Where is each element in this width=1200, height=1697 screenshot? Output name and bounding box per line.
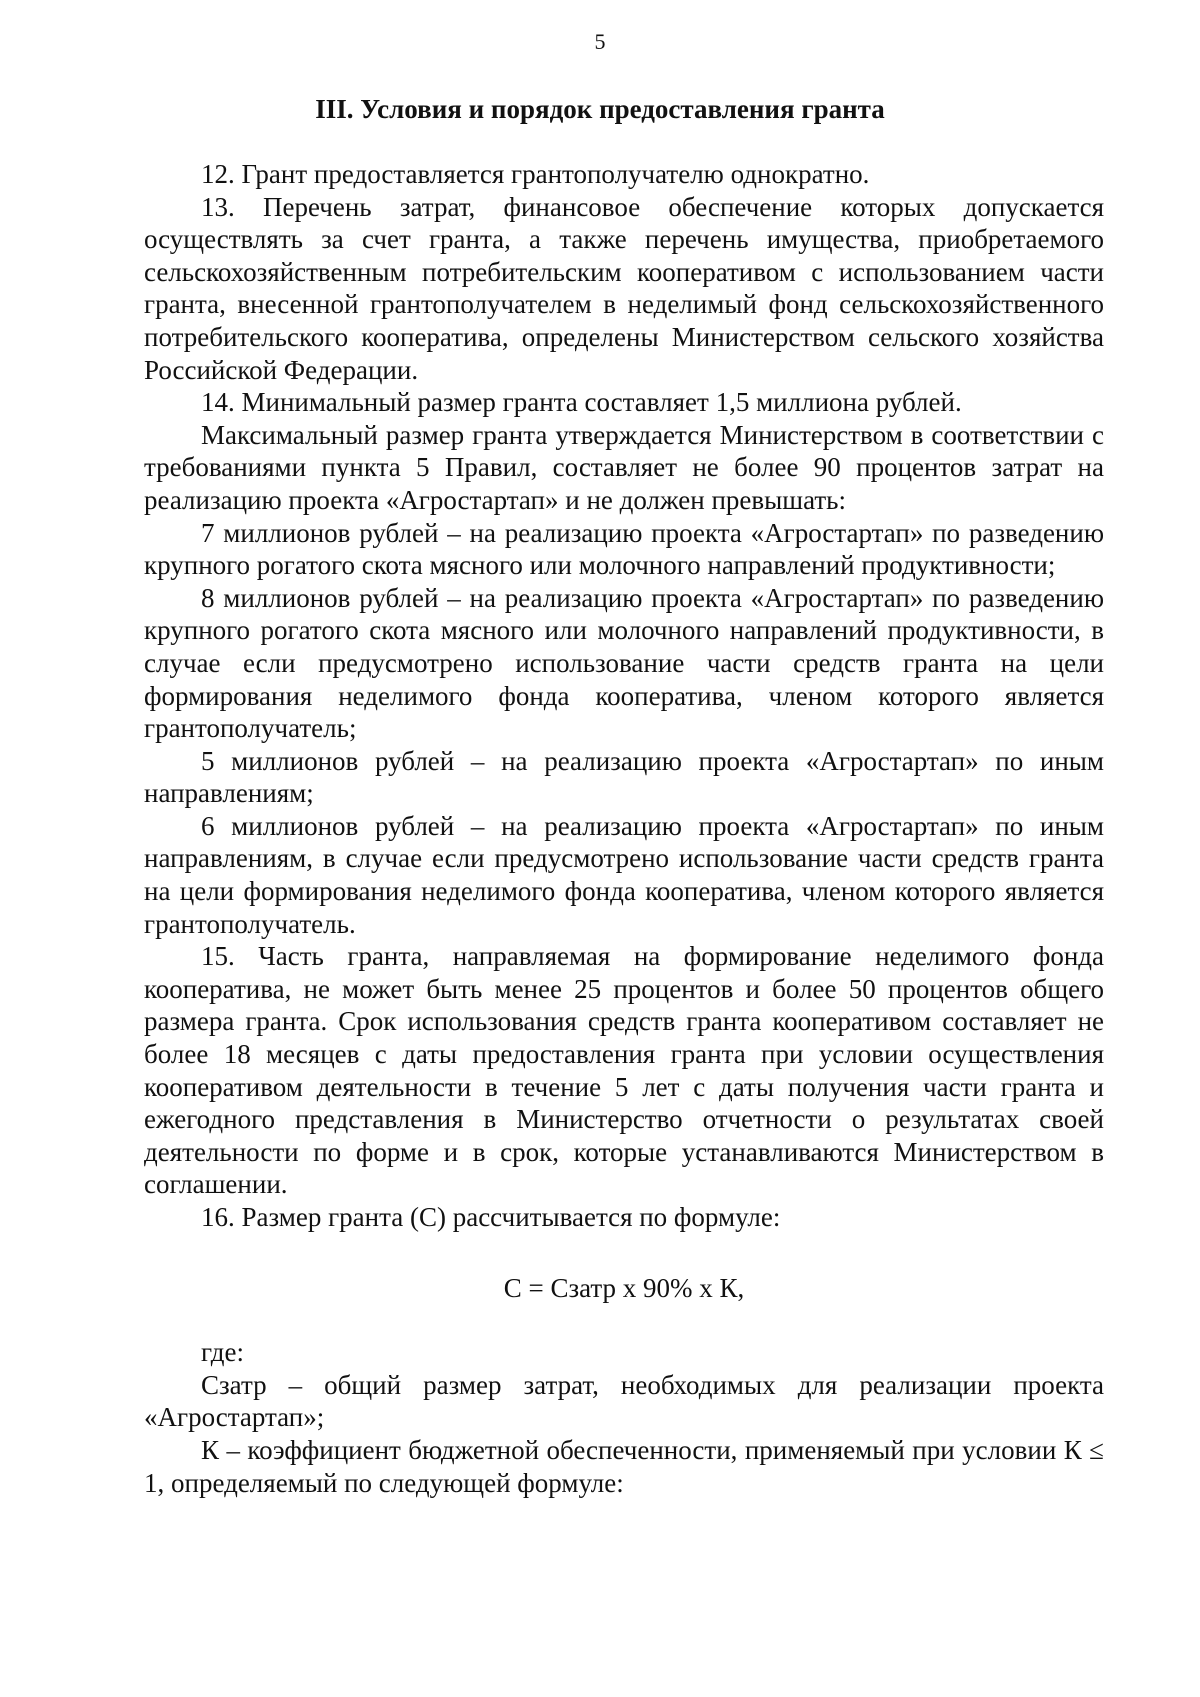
paragraph-12: 12. Грант предоставляется грантополучателю однократно. [201,159,870,189]
paragraph-13: 13. Перечень затрат, финансовое обеспечение которых допускается осуществлять за счет гранта, а также перечень имущества, приобретаемого сельскохозяйственным потребительским кооперативом с использованием части гранта, внесенной грантополучателем в неделимый фонд сельскохозяйственного потребительского кооператива, определены Министерством сельского хозяйства Российской Федерации. [144,191,1104,385]
paragraph-14-maximum: Максимальный размер гранта утверждается Министерством в соответствии с требованиями пункта 5 Правил, составляет не более 90 процентов затрат на реализацию проекта «Агростартап» и не должен превышать: [144,419,1104,515]
definition-k: К – коэффициент бюджетной обеспеченности, применяемый при условии К ≤ 1, определяемый по следующей формуле: [144,1434,1104,1498]
paragraph-15: 15. Часть гранта, направляемая на формирование неделимого фонда кооператива, не может быть менее 25 процентов и более 50 процентов общего размера гранта. Срок использования средств гранта кооперативом составляет не более 18 месяцев с даты предоставления гранта при условии осуществления кооперативом деятельности в течение 5 лет с даты получения части гранта и ежегодного представления в Министерство отчетности о результатах своей деятельности по форме и в срок, которые устанавливаются Министерством в соглашении. [144,941,1104,1200]
definition-szatr: Сзатр – общий размер затрат, необходимых для реализации проекта «Агростартап»; [144,1369,1104,1433]
grant-limit-5-million: 5 миллионов рублей – на реализацию проекта «Агростартап» по иным направлениям; [144,745,1104,809]
paragraph-16: 16. Размер гранта (С) рассчитывается по формуле: [201,1202,781,1232]
grant-limit-7-million: 7 миллионов рублей – на реализацию проекта «Агростартап» по разведению крупного рогатого скота мясного или молочного направлений продуктивности; [144,517,1104,581]
formula-where-label: где: [201,1337,244,1368]
grant-limit-6-million: 6 миллионов рублей – на реализацию проекта «Агростартап» по иным направлениям, в случае если предусмотрено использование части средств гранта на цели формирования неделимого фонда кооператива, членом которого является грантополучатель. [144,810,1104,939]
paragraph-14: 14. Минимальный размер гранта составляет 1,5 миллиона рублей. [201,387,962,418]
section-heading: III. Условия и порядок предоставления гранта [315,94,885,124]
page-number: 5 [594,29,606,54]
grant-limit-8-million: 8 миллионов рублей – на реализацию проекта «Агростартап» по разведению крупного рогатого скота мясного или молочного направлений продуктивности, в случае если предусмотрено использование части средств гранта на цели формирования неделимого фонда кооператива, членом которого является грантополучатель; [144,582,1104,744]
grant-formula: С = Сзатр х 90% х К, [503,1272,745,1303]
document-body [144,158,1104,1499]
